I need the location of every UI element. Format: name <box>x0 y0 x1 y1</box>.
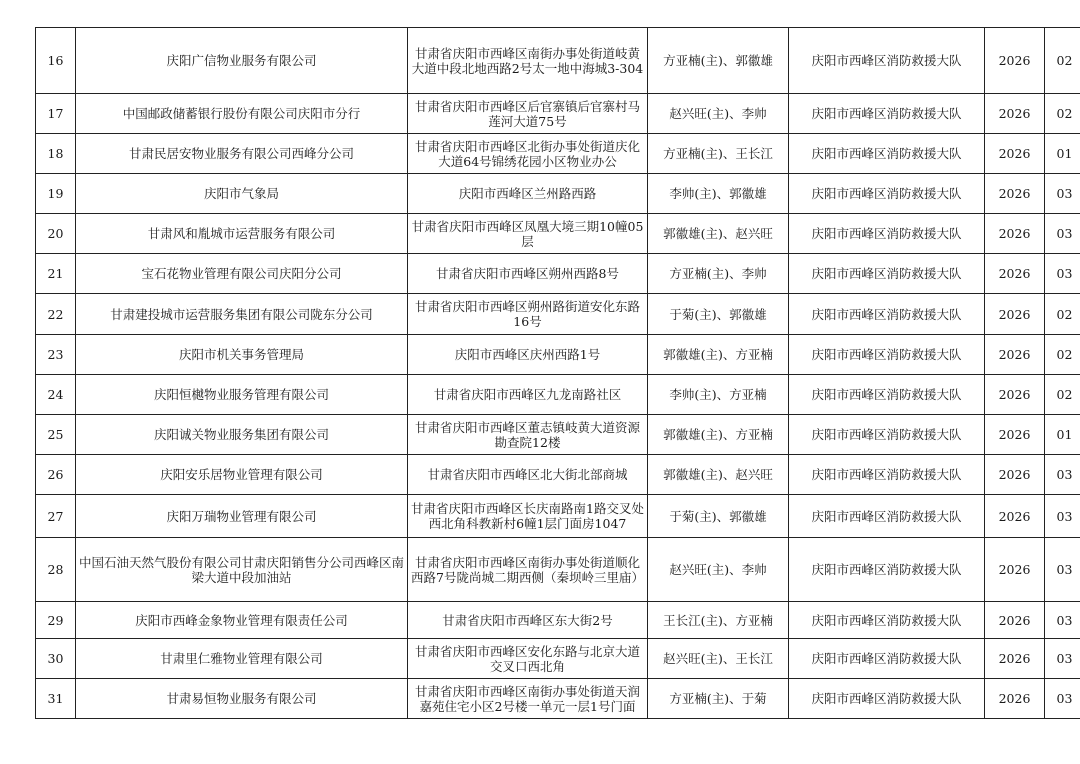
year: 2026 <box>998 347 1031 362</box>
year: 2026 <box>998 467 1031 482</box>
company-name-cell <box>76 28 408 94</box>
table-row <box>36 495 1080 538</box>
row-number-cell <box>36 134 76 174</box>
month: 03 <box>1056 508 1073 524</box>
company-name: 庆阳市气象局 <box>203 186 279 201</box>
inspectors-cell <box>648 134 789 174</box>
company-name: 甘肃民居安物业服务有限公司西峰分公司 <box>128 146 354 161</box>
inspectors-cell <box>648 415 789 455</box>
inspection-schedule-table <box>35 27 1080 719</box>
table-row <box>36 602 1080 639</box>
inspectors: 王长江(主)、方亚楠 <box>663 612 773 628</box>
year-cell <box>985 602 1045 639</box>
year-cell <box>985 495 1045 538</box>
row-number-cell <box>36 214 76 254</box>
year: 2026 <box>998 387 1031 402</box>
company-name: 宝石花物业管理有限公司庆阳分公司 <box>141 266 342 281</box>
row-number: 27 <box>47 508 64 524</box>
company-name-cell <box>76 94 408 134</box>
company-name: 庆阳市西峰金象物业管理有限责任公司 <box>135 612 348 628</box>
inspectors: 郭徽雄(主)、赵兴旺 <box>663 467 773 482</box>
responsible-unit: 庆阳市西峰区消防救援大队 <box>811 53 962 68</box>
company-address: 庆阳市西峰区庆州西路1号 <box>454 347 601 362</box>
responsible-unit: 庆阳市西峰区消防救援大队 <box>811 186 962 201</box>
responsible-unit-cell <box>789 415 985 455</box>
row-number: 28 <box>47 562 64 577</box>
company-name: 庆阳诚关物业服务集团有限公司 <box>153 427 329 442</box>
inspectors-cell <box>648 639 789 679</box>
table-row <box>36 415 1080 455</box>
inspectors-cell <box>648 335 789 375</box>
month-cell <box>1045 455 1080 495</box>
row-number: 31 <box>47 691 64 706</box>
responsible-unit-cell <box>789 294 985 335</box>
company-name: 庆阳安乐居物业管理有限公司 <box>160 467 323 482</box>
year-cell <box>985 294 1045 335</box>
inspectors: 李帅(主)、郭徽雄 <box>669 186 767 201</box>
year-cell <box>985 94 1045 134</box>
table-row <box>36 94 1080 134</box>
company-address: 甘肃省庆阳市西峰区安化东路与北京大道交叉口西北角 <box>414 643 640 674</box>
year: 2026 <box>998 562 1031 577</box>
year-cell <box>985 254 1045 294</box>
year: 2026 <box>998 651 1031 666</box>
company-name-cell <box>76 174 408 214</box>
month: 03 <box>1056 266 1073 281</box>
inspectors: 李帅(主)、方亚楠 <box>669 387 767 402</box>
year-cell <box>985 455 1045 495</box>
month: 01 <box>1056 146 1073 161</box>
company-name: 庆阳恒樾物业服务管理有限公司 <box>153 387 329 402</box>
responsible-unit-cell <box>789 375 985 415</box>
inspectors-cell <box>648 538 789 602</box>
year: 2026 <box>998 612 1031 628</box>
responsible-unit-cell <box>789 28 985 94</box>
row-number-cell <box>36 455 76 495</box>
inspectors-cell <box>648 174 789 214</box>
row-number: 18 <box>47 146 64 161</box>
company-name-cell <box>76 602 408 639</box>
responsible-unit-cell <box>789 214 985 254</box>
year-cell <box>985 214 1045 254</box>
row-number-cell <box>36 538 76 602</box>
company-address-cell <box>408 679 648 719</box>
responsible-unit: 庆阳市西峰区消防救援大队 <box>811 146 962 161</box>
responsible-unit-cell <box>789 639 985 679</box>
responsible-unit-cell <box>789 538 985 602</box>
company-address: 甘肃省庆阳市西峰区北大街北部商城 <box>427 467 628 482</box>
row-number-cell <box>36 294 76 335</box>
month-cell <box>1045 679 1080 719</box>
company-address-cell <box>408 134 648 174</box>
responsible-unit: 庆阳市西峰区消防救援大队 <box>811 387 962 402</box>
row-number-cell <box>36 174 76 214</box>
company-address: 甘肃省庆阳市西峰区北街办事处街道庆化大道64号锦绣花园小区物业办公 <box>414 138 640 169</box>
company-name: 甘肃里仁雅物业管理有限公司 <box>160 651 323 666</box>
month: 02 <box>1056 347 1073 362</box>
year: 2026 <box>998 146 1031 161</box>
year: 2026 <box>998 508 1031 524</box>
company-address-cell <box>408 375 648 415</box>
inspectors: 方亚楠(主)、李帅 <box>669 266 767 281</box>
responsible-unit-cell <box>789 335 985 375</box>
company-name-cell <box>76 495 408 538</box>
table-row <box>36 538 1080 602</box>
responsible-unit: 庆阳市西峰区消防救援大队 <box>811 612 962 628</box>
year-cell <box>985 538 1045 602</box>
company-name-cell <box>76 375 408 415</box>
month-cell <box>1045 94 1080 134</box>
year-cell <box>985 415 1045 455</box>
year-cell <box>985 679 1045 719</box>
month-cell <box>1045 254 1080 294</box>
table-row <box>36 679 1080 719</box>
month-cell <box>1045 28 1080 94</box>
company-name-cell <box>76 639 408 679</box>
table-body <box>36 28 1080 719</box>
company-address-cell <box>408 94 648 134</box>
responsible-unit: 庆阳市西峰区消防救援大队 <box>811 651 962 666</box>
inspectors: 于菊(主)、郭徽雄 <box>669 508 767 524</box>
company-name: 中国邮政储蓄银行股份有限公司庆阳市分行 <box>122 106 361 121</box>
row-number-cell <box>36 254 76 294</box>
month: 03 <box>1056 467 1073 482</box>
responsible-unit: 庆阳市西峰区消防救援大队 <box>811 226 962 241</box>
row-number: 23 <box>47 347 64 362</box>
company-address: 甘肃省庆阳市西峰区朔州路街道安化东路16号 <box>414 299 640 329</box>
company-name-cell <box>76 335 408 375</box>
row-number: 21 <box>47 266 64 281</box>
table-row <box>36 214 1080 254</box>
responsible-unit-cell <box>789 679 985 719</box>
month: 03 <box>1056 651 1073 666</box>
company-address-cell <box>408 294 648 335</box>
company-address: 甘肃省庆阳市西峰区南街办事处街道顺化西路7号陇尚城二期西侧（秦坝岭三里庙） <box>411 554 644 585</box>
month: 03 <box>1056 562 1073 577</box>
company-name-cell <box>76 294 408 335</box>
responsible-unit-cell <box>789 94 985 134</box>
company-address-cell <box>408 455 648 495</box>
company-address-cell <box>408 602 648 639</box>
company-name: 甘肃建投城市运营服务集团有限公司陇东分公司 <box>110 306 373 322</box>
row-number-cell <box>36 679 76 719</box>
month: 03 <box>1056 612 1073 628</box>
company-address-cell <box>408 639 648 679</box>
month-cell <box>1045 375 1080 415</box>
inspectors-cell <box>648 94 789 134</box>
year: 2026 <box>998 266 1031 281</box>
inspectors: 方亚楠(主)、郭徽雄 <box>663 53 773 68</box>
company-address: 甘肃省庆阳市西峰区董志镇岐黄大道资源勘查院12楼 <box>414 419 640 450</box>
company-name: 甘肃风和胤城市运营服务有限公司 <box>147 226 336 241</box>
company-address-cell <box>408 495 648 538</box>
inspectors: 方亚楠(主)、王长江 <box>663 146 773 161</box>
row-number: 16 <box>47 53 64 68</box>
row-number-cell <box>36 375 76 415</box>
company-name: 庆阳广信物业服务有限公司 <box>166 53 317 68</box>
company-address-cell <box>408 415 648 455</box>
row-number-cell <box>36 639 76 679</box>
row-number: 30 <box>47 651 64 666</box>
company-address-cell <box>408 254 648 294</box>
company-address-cell <box>408 335 648 375</box>
inspectors: 赵兴旺(主)、王长江 <box>663 651 773 666</box>
year: 2026 <box>998 226 1031 241</box>
company-name-cell <box>76 134 408 174</box>
year-cell <box>985 375 1045 415</box>
company-name-cell <box>76 455 408 495</box>
row-number: 24 <box>47 387 64 402</box>
year-cell <box>985 134 1045 174</box>
company-address: 甘肃省庆阳市西峰区东大街2号 <box>442 612 613 628</box>
company-name-cell <box>76 254 408 294</box>
month-cell <box>1045 174 1080 214</box>
inspectors: 赵兴旺(主)、李帅 <box>669 562 767 577</box>
year-cell <box>985 28 1045 94</box>
month: 03 <box>1056 691 1073 706</box>
table-row <box>36 294 1080 335</box>
inspectors-cell <box>648 495 789 538</box>
month-cell <box>1045 602 1080 639</box>
table-row <box>36 375 1080 415</box>
company-address-cell <box>408 174 648 214</box>
responsible-unit-cell <box>789 495 985 538</box>
inspectors-cell <box>648 254 789 294</box>
month: 02 <box>1056 106 1073 121</box>
inspectors: 于菊(主)、郭徽雄 <box>669 306 767 322</box>
table-row <box>36 174 1080 214</box>
row-number: 26 <box>47 467 64 482</box>
row-number-cell <box>36 28 76 94</box>
responsible-unit: 庆阳市西峰区消防救援大队 <box>811 508 962 524</box>
month: 03 <box>1056 186 1073 201</box>
company-name: 庆阳万瑞物业管理有限公司 <box>166 508 317 524</box>
inspectors: 郭徽雄(主)、方亚楠 <box>663 347 773 362</box>
row-number-cell <box>36 335 76 375</box>
inspectors: 方亚楠(主)、于菊 <box>669 691 767 706</box>
inspectors: 郭徽雄(主)、赵兴旺 <box>663 226 773 241</box>
month-cell <box>1045 415 1080 455</box>
row-number-cell <box>36 415 76 455</box>
table-row <box>36 134 1080 174</box>
month-cell <box>1045 538 1080 602</box>
company-address: 庆阳市西峰区兰州路西路 <box>458 186 597 201</box>
table-row <box>36 28 1080 94</box>
month-cell <box>1045 294 1080 335</box>
month-cell <box>1045 639 1080 679</box>
month: 02 <box>1056 53 1073 68</box>
company-name: 中国石油天然气股份有限公司甘肃庆阳销售分公司西峰区南梁大道中段加油站 <box>79 554 404 585</box>
inspectors-cell <box>648 455 789 495</box>
company-name: 甘肃易恒物业服务有限公司 <box>166 691 317 706</box>
row-number-cell <box>36 94 76 134</box>
responsible-unit: 庆阳市西峰区消防救援大队 <box>811 266 962 281</box>
inspectors-cell <box>648 294 789 335</box>
row-number: 20 <box>47 226 64 241</box>
company-address-cell <box>408 28 648 94</box>
month: 01 <box>1056 427 1073 442</box>
row-number: 19 <box>47 186 64 201</box>
inspectors-cell <box>648 214 789 254</box>
responsible-unit: 庆阳市西峰区消防救援大队 <box>811 347 962 362</box>
inspectors-cell <box>648 679 789 719</box>
year-cell <box>985 639 1045 679</box>
row-number: 25 <box>47 427 64 442</box>
responsible-unit-cell <box>789 602 985 639</box>
company-name-cell <box>76 538 408 602</box>
responsible-unit: 庆阳市西峰区消防救援大队 <box>811 427 962 442</box>
company-address: 甘肃省庆阳市西峰区南街办事处街道岐黄大道中段北地西路2号太一地中海城3-304 <box>411 45 644 76</box>
company-address: 甘肃省庆阳市西峰区凤凰大境三期10幢05层 <box>411 218 644 249</box>
responsible-unit-cell <box>789 174 985 214</box>
table-row <box>36 639 1080 679</box>
responsible-unit: 庆阳市西峰区消防救援大队 <box>811 106 962 121</box>
company-address: 甘肃省庆阳市西峰区朔州西路8号 <box>436 266 619 281</box>
inspectors-cell <box>648 28 789 94</box>
year: 2026 <box>998 186 1031 201</box>
inspectors-cell <box>648 602 789 639</box>
responsible-unit-cell <box>789 134 985 174</box>
month: 02 <box>1056 387 1073 402</box>
table-row <box>36 335 1080 375</box>
month-cell <box>1045 495 1080 538</box>
year-cell <box>985 335 1045 375</box>
year: 2026 <box>998 106 1031 121</box>
responsible-unit: 庆阳市西峰区消防救援大队 <box>811 306 962 322</box>
year: 2026 <box>998 53 1031 68</box>
row-number-cell <box>36 602 76 639</box>
month-cell <box>1045 134 1080 174</box>
month-cell <box>1045 335 1080 375</box>
year: 2026 <box>998 691 1031 706</box>
company-name-cell <box>76 679 408 719</box>
inspectors: 赵兴旺(主)、李帅 <box>669 106 767 121</box>
responsible-unit-cell <box>789 254 985 294</box>
responsible-unit: 庆阳市西峰区消防救援大队 <box>811 562 962 577</box>
inspectors-cell <box>648 375 789 415</box>
month: 03 <box>1056 226 1073 241</box>
company-address: 甘肃省庆阳市西峰区九龙南路社区 <box>433 387 622 402</box>
company-address-cell <box>408 214 648 254</box>
month-cell <box>1045 214 1080 254</box>
inspectors: 郭徽雄(主)、方亚楠 <box>663 427 773 442</box>
row-number: 17 <box>47 106 64 121</box>
year: 2026 <box>998 427 1031 442</box>
company-name-cell <box>76 415 408 455</box>
table-row <box>36 455 1080 495</box>
company-address: 甘肃省庆阳市西峰区后官寨镇后官寨村马莲河大道75号 <box>414 98 640 129</box>
row-number-cell <box>36 495 76 538</box>
row-number: 29 <box>47 612 64 628</box>
company-name: 庆阳市机关事务管理局 <box>178 347 304 362</box>
table-row <box>36 254 1080 294</box>
year-cell <box>985 174 1045 214</box>
responsible-unit: 庆阳市西峰区消防救援大队 <box>811 691 962 706</box>
responsible-unit: 庆阳市西峰区消防救援大队 <box>811 467 962 482</box>
company-address-cell <box>408 538 648 602</box>
year: 2026 <box>998 306 1031 322</box>
company-address: 甘肃省庆阳市西峰区长庆南路南1路交叉处西北角科教新村6幢1层门面房1047 <box>411 501 644 531</box>
responsible-unit-cell <box>789 455 985 495</box>
company-address: 甘肃省庆阳市西峰区南街办事处街道天润嘉苑住宅小区2号楼一单元一层1号门面 <box>414 683 640 714</box>
company-name-cell <box>76 214 408 254</box>
row-number: 22 <box>47 306 64 322</box>
month: 02 <box>1056 306 1073 322</box>
